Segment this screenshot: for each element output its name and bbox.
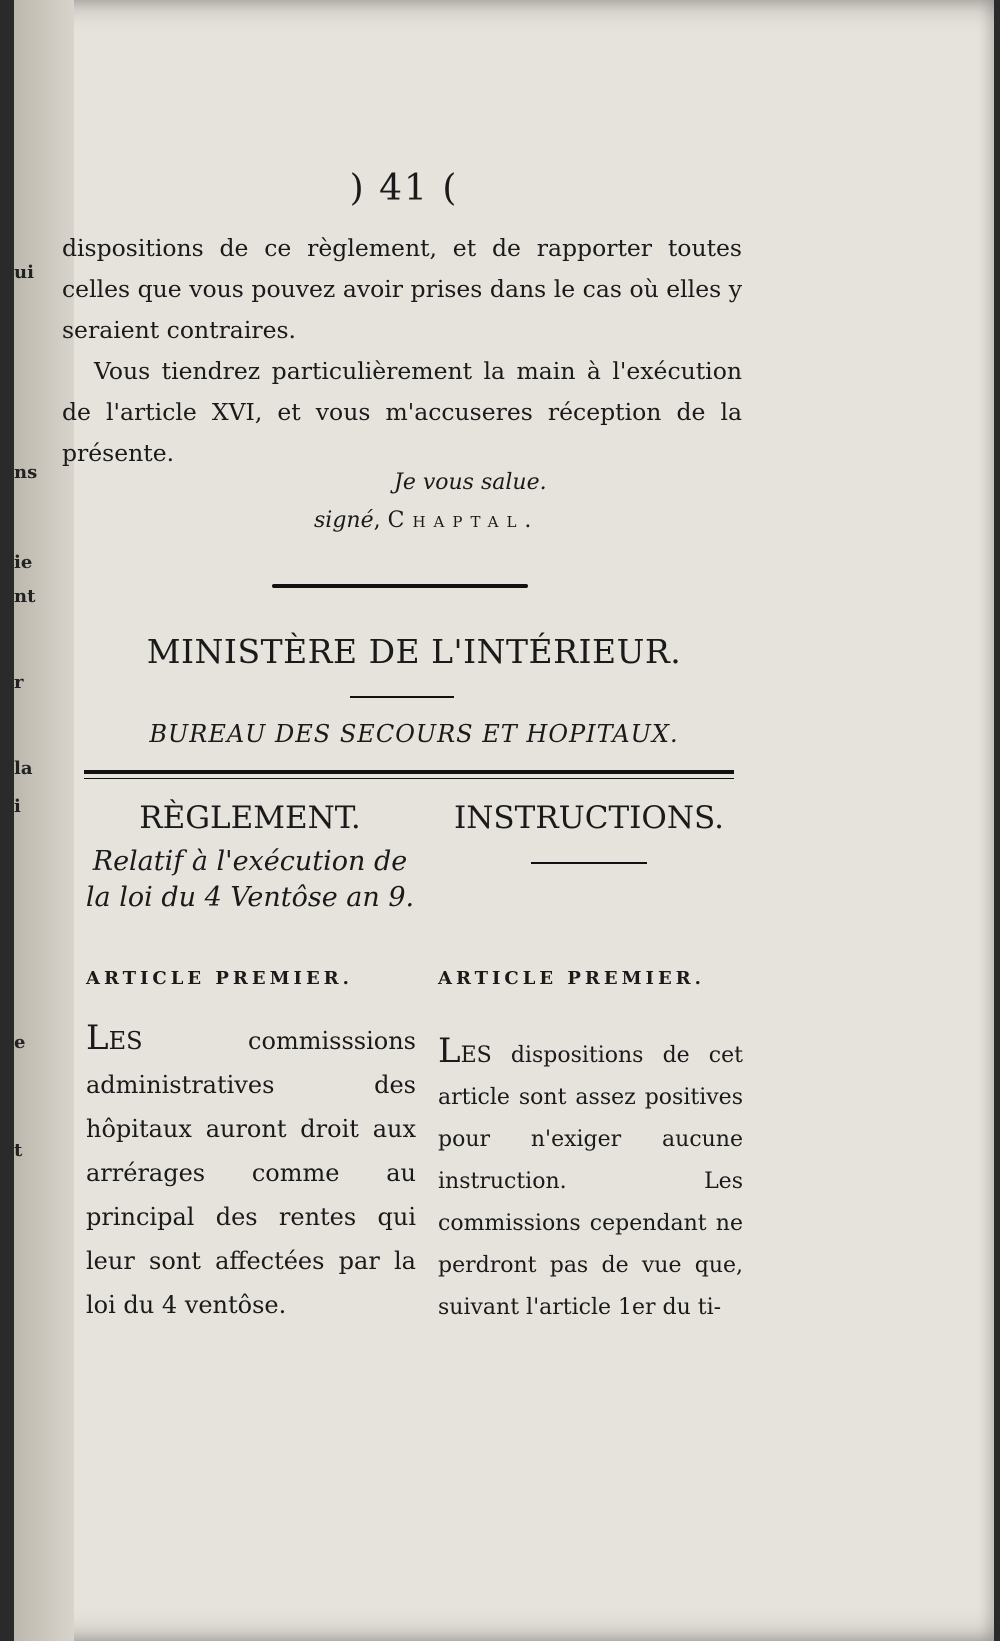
signed-label: signé (314, 508, 374, 533)
lead-text (62, 228, 742, 474)
reglement-article-text (86, 1016, 416, 1327)
heading-rule (350, 696, 454, 698)
reglement-title: RÈGLEMENT. (139, 800, 361, 836)
margin-mark: e (14, 1032, 26, 1053)
instructions-title: INSTRUCTIONS. (454, 800, 724, 836)
margin-mark: r (14, 672, 24, 693)
section-rule (272, 584, 528, 588)
salutation: Je vous salue. (394, 470, 547, 495)
double-rule-bottom (84, 778, 734, 779)
drop-cap: L (438, 1031, 461, 1071)
signatory-name: Chaptal. (387, 508, 540, 533)
lead-paragraph-1: dispositions de ce règlement, et de rapporter toutes celles que vous pouvez avoir prises dans le cas où elles y seraient contraires. (62, 234, 742, 344)
book-page (14, 0, 994, 1641)
instructions-rule (531, 862, 647, 864)
instructions-body: ES dispositions de cet article sont assez positives pour n'exiger aucune instruction. Les commissions cependant ne perdront pas de vue que, suivant l'article 1er du ti- (438, 1043, 743, 1320)
reglement-subtitle: Relatif à l'exécution de la loi du 4 Ventôse an 9. (85, 846, 415, 913)
margin-mark: la (14, 758, 33, 779)
reglement-body: ES commisssions administratives des hôpitaux auront droit aux arrérages comme au principal des rentes qui leur sont affectées par la loi du 4 ventôse. (86, 1027, 416, 1319)
reglement-column-header (80, 800, 420, 916)
instructions-column-header (434, 800, 744, 864)
margin-mark: i (14, 796, 21, 817)
right-article-heading: ARTICLE PREMIER. (438, 968, 705, 989)
margin-mark: t (14, 1140, 23, 1161)
ministry-heading: MINISTÈRE DE L'INTÉRIEUR. (146, 632, 682, 671)
instructions-article-text (438, 1030, 743, 1329)
margin-mark: ui (14, 262, 34, 283)
bureau-heading: BUREAU DES SECOURS ET HOPITAUX. (149, 720, 679, 748)
drop-cap: L (86, 1018, 109, 1058)
margin-mark: ns (14, 462, 38, 483)
margin-mark: nt (14, 586, 36, 607)
double-rule-top (84, 770, 734, 774)
lead-paragraph-2: Vous tiendrez particulièrement la main à l'exécution de l'article XVI, et vous m'accuseres réception de la présente. (62, 357, 742, 467)
left-article-heading: ARTICLE PREMIER. (86, 968, 353, 989)
margin-mark: ie (14, 552, 33, 573)
signature: signé, Chaptal. (314, 508, 540, 533)
page-number: ) 41 ( (349, 168, 459, 209)
